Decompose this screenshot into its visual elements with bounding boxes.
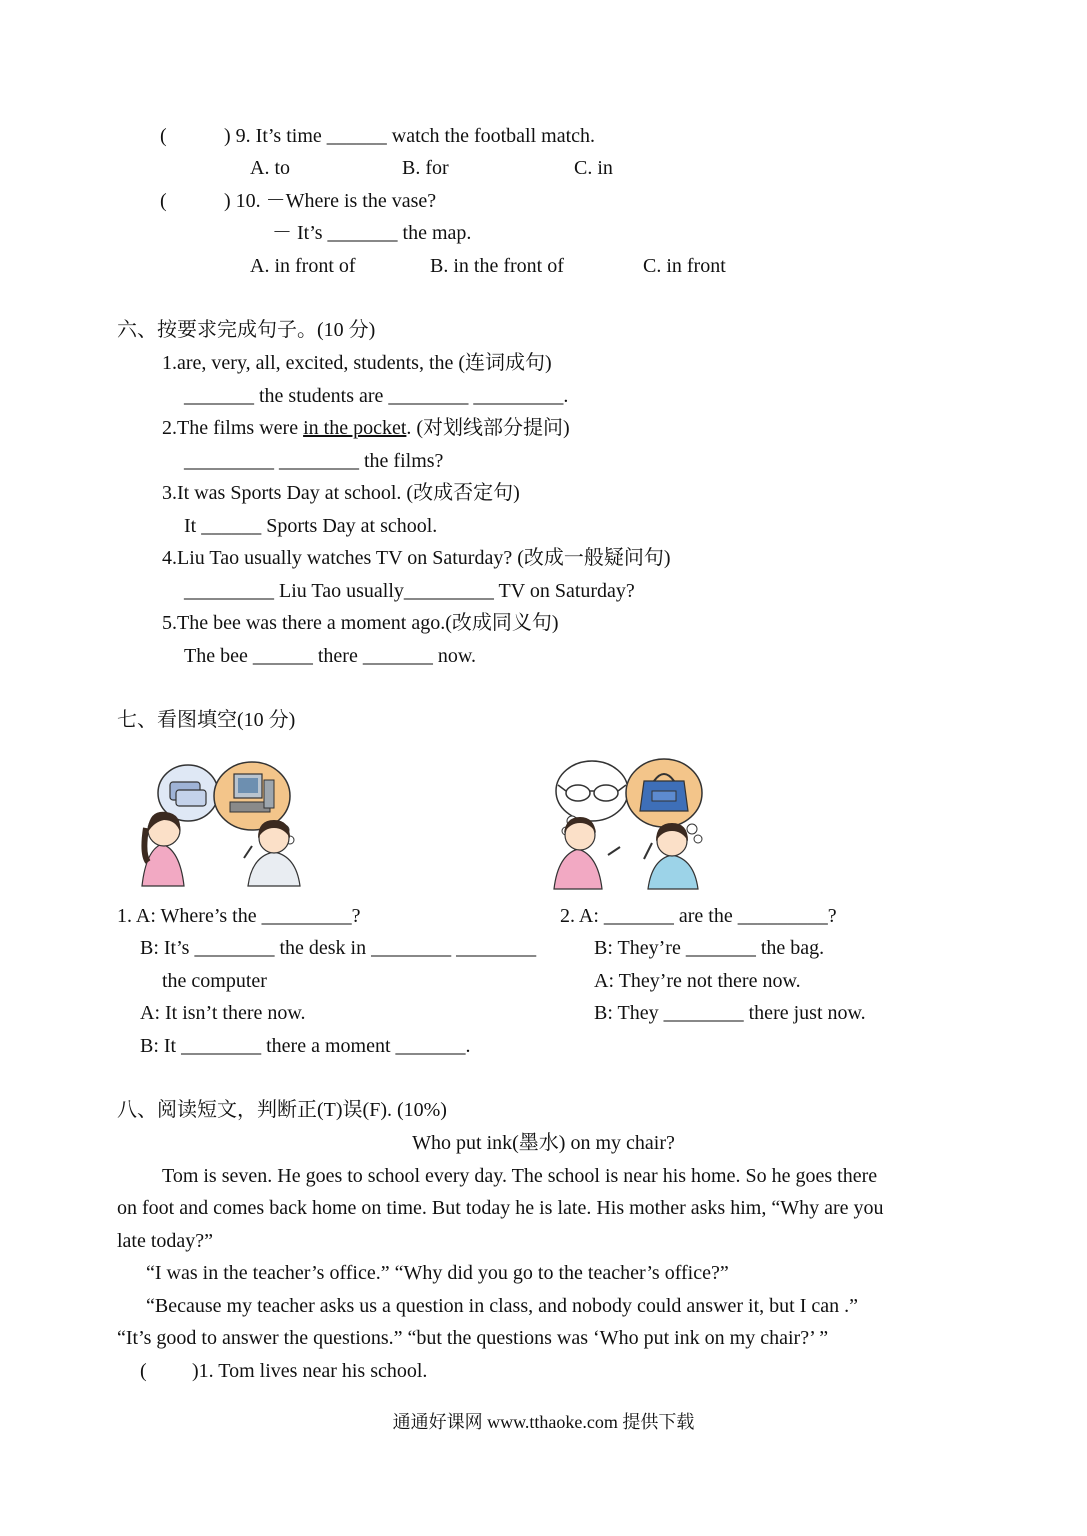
s6-q3-answer: It ______ Sports Day at school. — [184, 515, 438, 537]
s7-left-line1: 1. A: Where’s the _________? — [117, 905, 361, 927]
s7-left-line2: B: It’s ________ the desk in ________ ________ — [140, 937, 537, 959]
s6-q1-answer: _______ the students are ________ _________. — [184, 385, 569, 407]
q9-option-b: B. for — [402, 157, 449, 179]
reading-p1-line2: on foot and comes back home on time. But today he is late. His mother asks him, “Why are you — [117, 1197, 884, 1219]
s6-q2-answer: _________ ________ the films? — [184, 450, 444, 472]
q9-option-a: A. to — [250, 157, 290, 179]
s6-q2 — [162, 416, 570, 440]
q9-question: ) 9. It’s time ______ watch the football match. — [224, 125, 596, 147]
illustration-glasses-bag — [548, 755, 708, 890]
section6-title: 六、按要求完成句子。(10 分) — [117, 319, 376, 341]
q9-paren: ( — [160, 125, 167, 147]
reading-heading: Who put ink(墨水) on my chair? — [412, 1132, 675, 1154]
tf-q1: )1. Tom lives near his school. — [192, 1360, 428, 1382]
s7-right-line1: 2. A: _______ are the _________? — [560, 905, 837, 927]
tf-q1-paren: ( — [140, 1360, 147, 1382]
s6-q5: 5.The bee was there a moment ago.(改成同义句) — [162, 612, 559, 634]
girl-icon — [142, 812, 184, 886]
q10-option-b: B. in the front of — [430, 255, 564, 277]
s7-right-line3: A: They’re not there now. — [594, 970, 801, 992]
s6-q2-post: . (对划线部分提问) — [406, 417, 570, 439]
q10-reply: － It’s _______ the map. — [272, 222, 472, 244]
q10-option-c: C. in front — [643, 255, 726, 277]
q10-option-a: A. in front of — [250, 255, 356, 277]
s7-right-line2: B: They’re _______ the bag. — [594, 937, 825, 959]
s7-right-line4: B: They ________ there just now. — [594, 1002, 866, 1024]
reading-p3-line2: “It’s good to answer the questions.” “but the questions was ‘Who put ink on my chair?’ ” — [117, 1327, 829, 1349]
s6-q4-answer: _________ Liu Tao usually_________ TV on Saturday? — [184, 580, 635, 602]
section8-title: 八、阅读短文，判断正(T)误(F). (10%) — [117, 1099, 447, 1121]
reading-p1-line1: Tom is seven. He goes to school every day. The school is near his home. So he goes there — [162, 1165, 878, 1187]
reading-p1-line3: late today?” — [117, 1230, 214, 1252]
s7-left-line2b: the computer — [162, 970, 267, 992]
q10-paren: ( — [160, 190, 167, 212]
illustration-computer — [140, 758, 310, 888]
s6-q2-underlined: in the pocket — [303, 417, 407, 439]
s7-left-line4: B: It ________ there a moment _______. — [140, 1035, 471, 1057]
footer: 通通好课网 www.tthaoke.com 提供下载 — [392, 1412, 695, 1432]
q10-question: ) 10. －Where is the vase? — [224, 190, 437, 212]
s6-q5-answer: The bee ______ there _______ now. — [184, 645, 476, 667]
reading-p3-line1: “Because my teacher asks us a question in class, and nobody could answer it, but I can .” — [146, 1295, 859, 1317]
q9-option-c: C. in — [574, 157, 613, 179]
s6-q2-pre: 2.The films were — [162, 417, 304, 439]
section7-title: 七、看图填空(10 分) — [117, 709, 296, 731]
s7-left-line3: A: It isn’t there now. — [140, 1002, 306, 1024]
s6-q3: 3.It was Sports Day at school. (改成否定句) — [162, 482, 520, 504]
s6-q4: 4.Liu Tao usually watches TV on Saturday? (改成一般疑问句) — [162, 547, 671, 569]
s6-q1: 1.are, very, all, excited, students, the (连词成句) — [162, 352, 552, 374]
reading-p2: “I was in the teacher’s office.” “Why did you go to the teacher’s office?” — [146, 1262, 729, 1284]
